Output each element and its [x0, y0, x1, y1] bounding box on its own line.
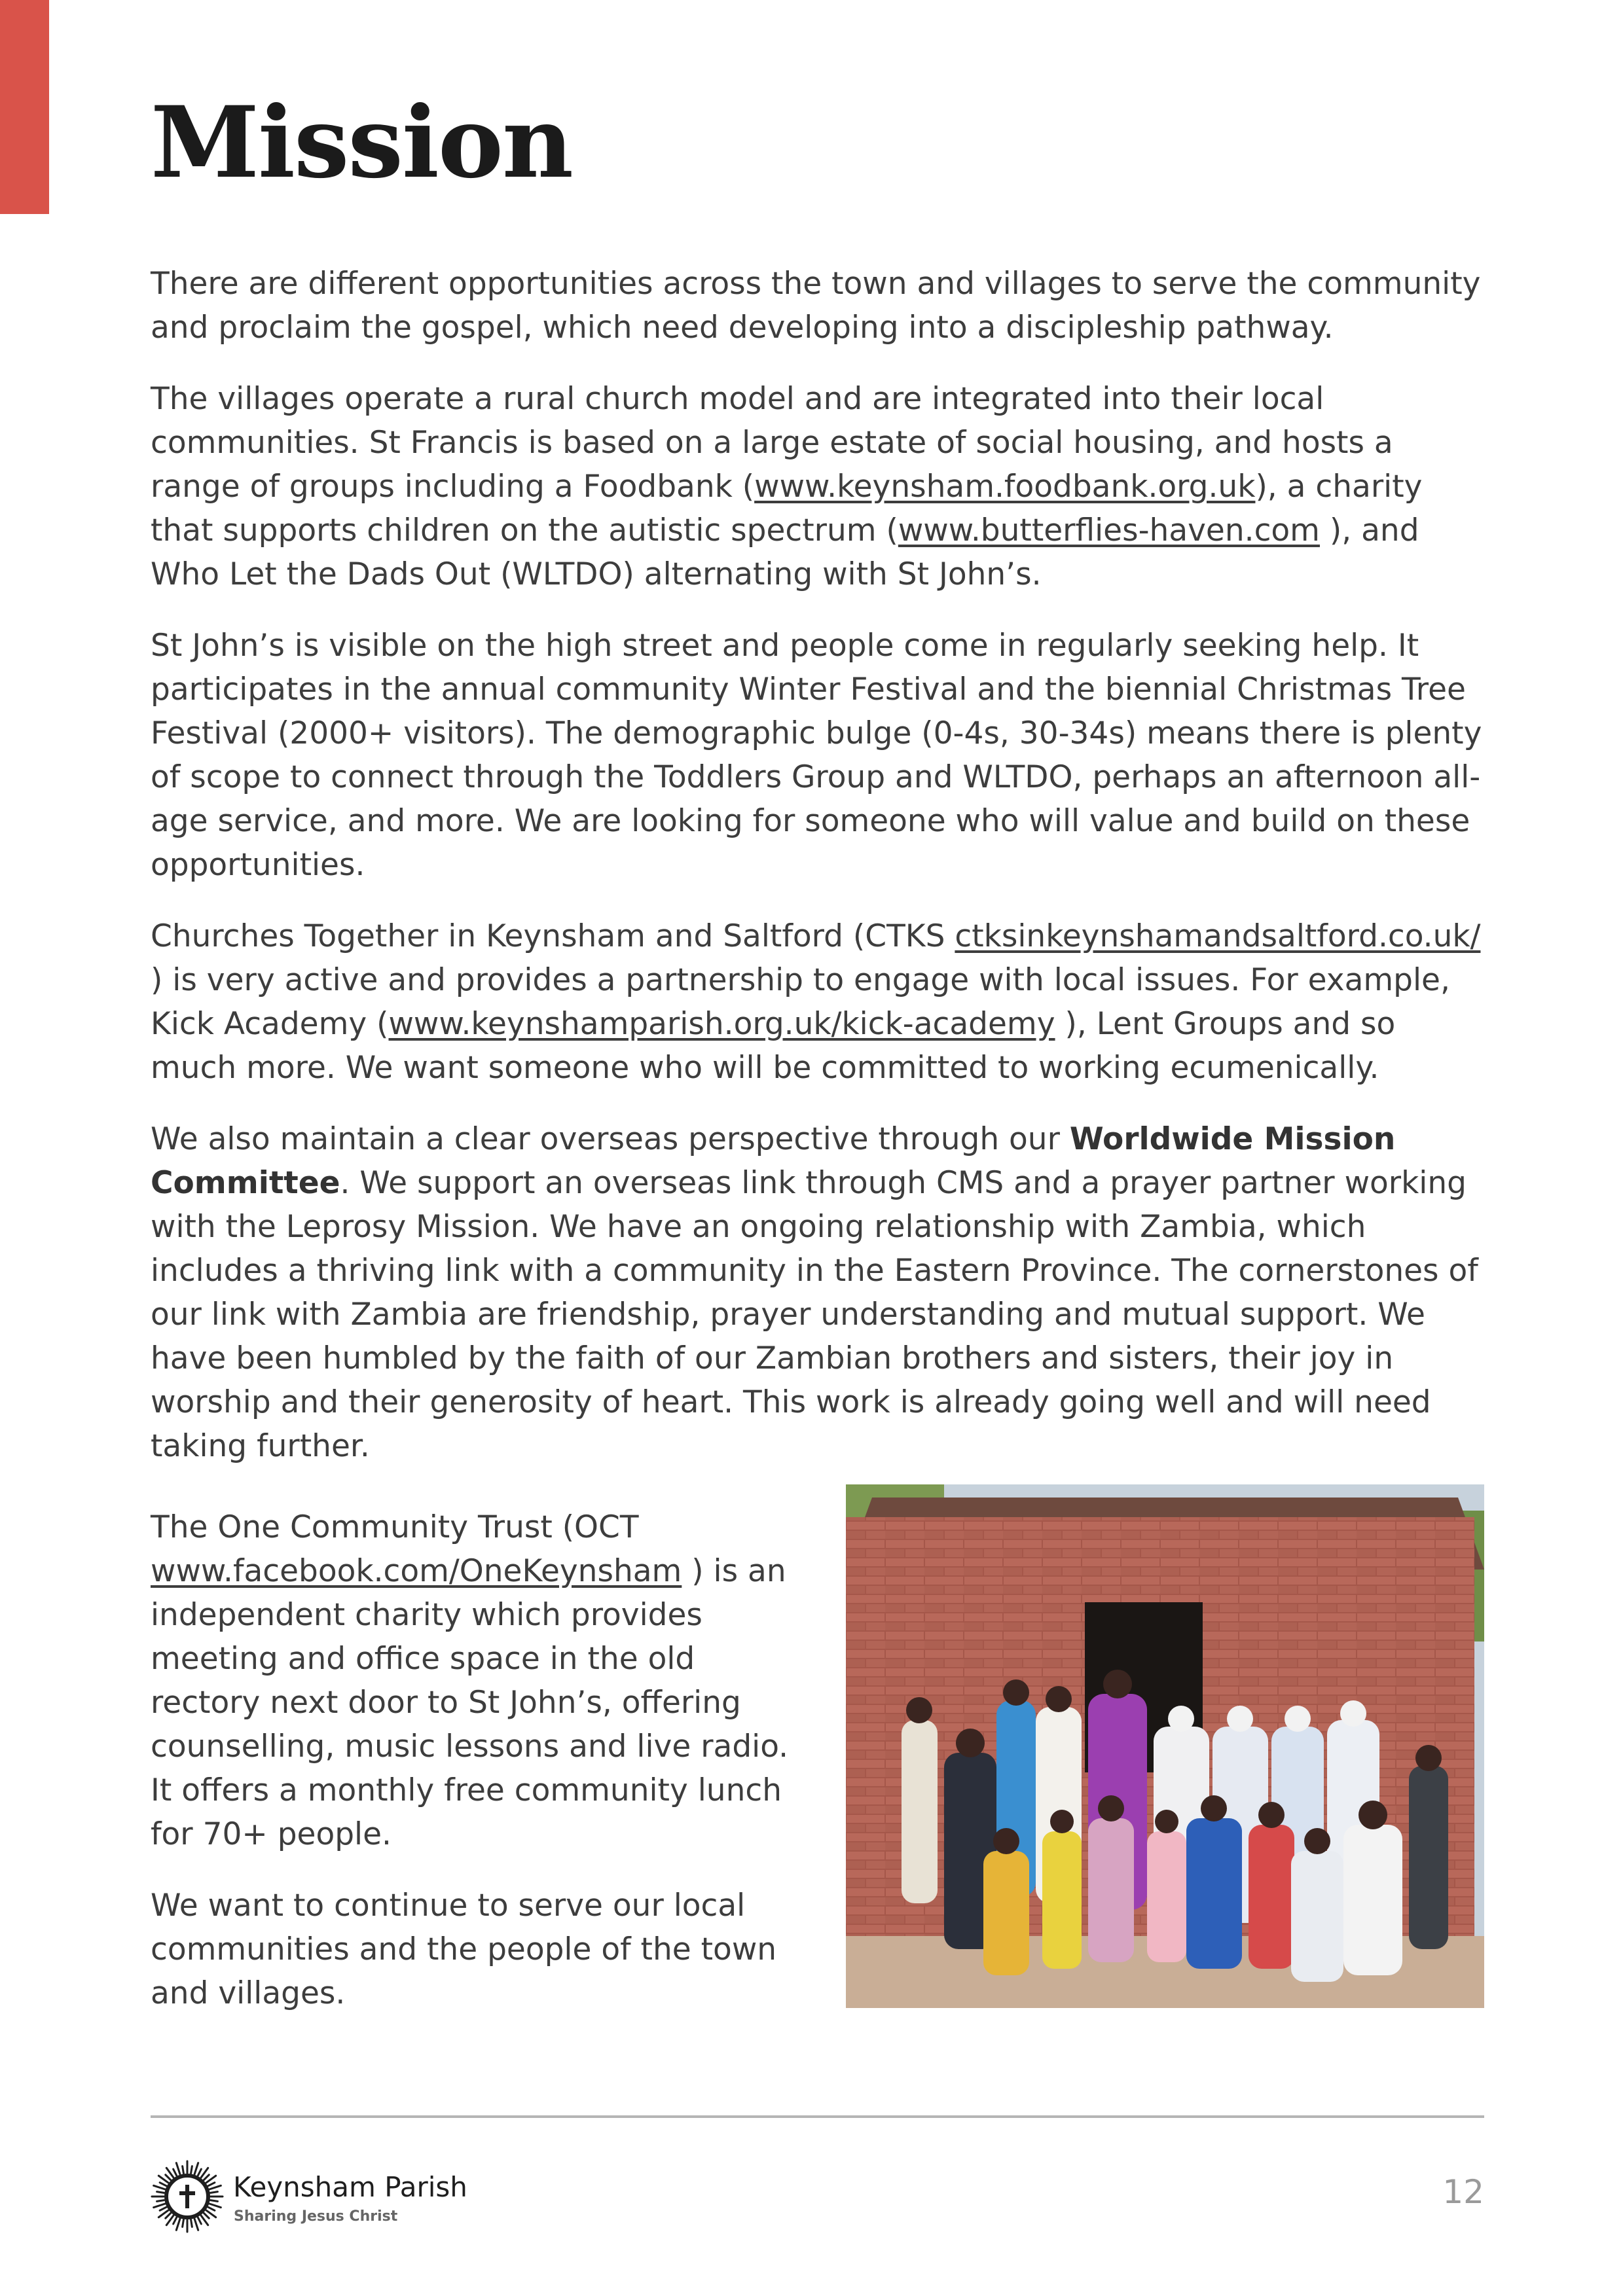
paragraph-ctks-text-c: ), Lent Groups and so much more. We want someone who will be committed to working ecumenically.	[151, 1006, 1396, 1086]
brand-name: Keynsham Parish	[233, 2171, 467, 2203]
paragraph-ctks-text-a: Churches Together in Keynsham and Saltford (CTKS	[151, 918, 955, 954]
left-column	[151, 1505, 805, 2043]
ctks-link[interactable]: ctksinkeynshamandsaltford.co.uk/	[955, 918, 1481, 954]
page-number: 12	[1442, 2173, 1484, 2211]
group-photo-illustration	[846, 1484, 1484, 2008]
paragraph-st-johns: St John’s is visible on the high street and people come in regularly seeking help. It participates in the annual community Winter Festival and the biennial Christmas Tree Festival (2000+ visitors). The demographic bulge (0-4s, 30-34s) means there is plenty of scope to connect through the Toddlers Group and WLTDO, perhaps an afternoon all-age service, and more. We are looking for someone who will value and build on these opportunities.	[151, 628, 1482, 883]
paragraph-villages	[151, 377, 1486, 596]
paragraph-worldwide-mission	[151, 1117, 1486, 1468]
facebook-onekeynsham-link[interactable]: www.facebook.com/OneKeynsham	[151, 1553, 682, 1589]
paragraph-ctks	[151, 914, 1486, 1090]
main-content	[151, 262, 1486, 1496]
paragraph-closing: We want to continue to serve our local communities and the people of the town and villages.	[151, 1888, 777, 2011]
butterflies-haven-link[interactable]: www.butterflies-haven.com	[898, 512, 1320, 548]
paragraph-ctks-text-b: ) is very active and provides a partnership to engage with local issues. For example, Kick Academy (	[151, 962, 1450, 1042]
paragraph-oct	[151, 1505, 805, 1856]
brand-tagline: Sharing Jesus Christ	[234, 2208, 398, 2225]
paragraph-villages-text-a: The villages operate a rural church model and are integrated into their local communities. St Francis is based on a large estate of social housing, and hosts a range of groups including a Foodbank (	[151, 381, 1393, 505]
paragraph-oct-text-b: ) is an independent charity which provides meeting and office space in the old rectory next door to St John’s, offering counselling, music lessons and live radio. It offers a monthly free community lunch for 70+ people.	[151, 1553, 789, 1852]
page-title: Mission	[151, 85, 573, 200]
paragraph-worldwide-text-b: . We support an overseas link through CMS and a prayer partner working with the Leprosy Mission. We have an ongoing relationship with Zambia, which includes a thriving link with a community in the Eastern Province. The cornerstones of our link with Zambia are friendship, prayer understanding and mutual support. We have been humbled by the faith of our Zambian brothers and sisters, their joy in worship and their generosity of heart. This work is already going well and will need taking further.	[151, 1165, 1478, 1464]
zambia-group-photo	[846, 1484, 1484, 2008]
accent-bar	[0, 0, 49, 214]
foodbank-link[interactable]: www.keynsham.foodbank.org.uk	[754, 469, 1256, 505]
paragraph-villages-text-c: ), and Who Let the Dads Out (WLTDO) alternating with St John’s.	[151, 512, 1419, 592]
church-sunburst-logo-icon	[151, 2160, 224, 2233]
worldwide-mission-committee: Worldwide Mission Committee	[151, 1121, 1396, 1201]
footer-divider	[151, 2115, 1484, 2118]
paragraph-oct-text-a: The One Community Trust (OCT	[151, 1509, 639, 1545]
kick-academy-link[interactable]: www.keynshamparish.org.uk/kick-academy	[388, 1006, 1055, 1042]
paragraph-intro: There are different opportunities across the town and villages to serve the community and proclaim the gospel, which need developing into a discipleship pathway.	[151, 266, 1481, 346]
paragraph-villages-text-b: ), a charity that supports children on the autistic spectrum (	[151, 469, 1423, 548]
paragraph-worldwide-text-a: We also maintain a clear overseas perspective through our	[151, 1121, 1070, 1157]
